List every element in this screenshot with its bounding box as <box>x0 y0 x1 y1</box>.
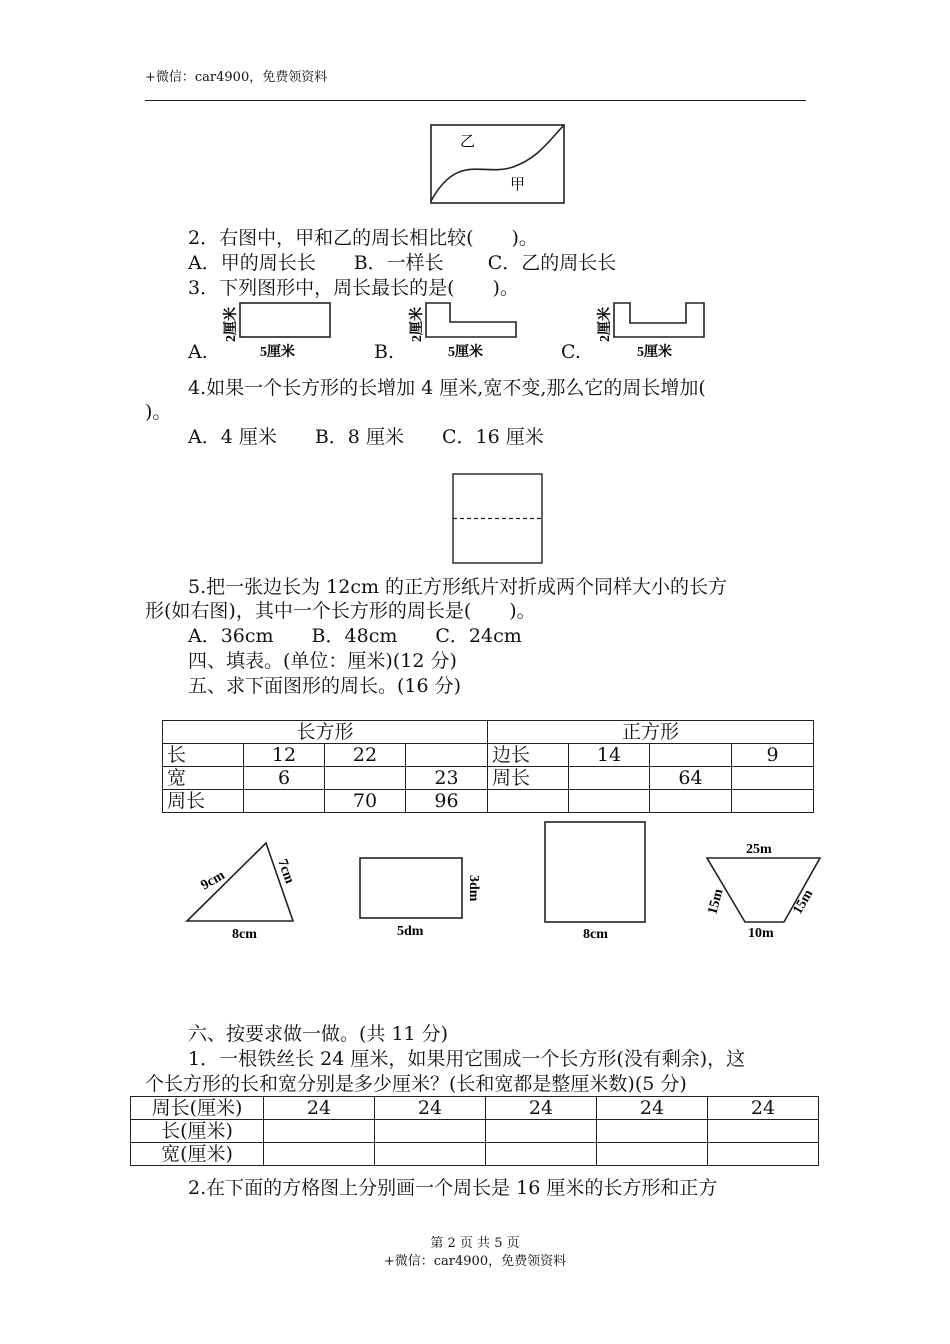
table-cell <box>488 790 569 813</box>
table-cell: 边长 <box>488 744 569 767</box>
table-cell: 24 <box>375 1097 486 1120</box>
table-cell <box>597 1120 708 1143</box>
table-cell <box>375 1143 486 1166</box>
table-cell <box>650 744 732 767</box>
table-cell: 24 <box>486 1097 597 1120</box>
table-cell: 14 <box>569 744 650 767</box>
section6-q2-line: 2.在下面的方格图上分别画一个周长是 16 厘米的长方形和正方 <box>188 1177 718 1199</box>
table-cell <box>244 790 325 813</box>
q5-folded-square <box>451 472 545 566</box>
q5-stem-line2: 形(如右图)，其中一个长方形的周长是( )。 <box>145 600 536 622</box>
rectangle-width-label: 3dm <box>466 875 481 902</box>
q3-stem: 3．下列图形中，周长最长的是( )。 <box>188 277 519 299</box>
table-cell: 12 <box>244 744 325 767</box>
fill-table <box>162 720 814 813</box>
q2-figure <box>428 122 568 206</box>
table-cell: 9 <box>732 744 814 767</box>
q3-b-side-label: 2厘米 <box>410 307 425 342</box>
table-row <box>163 790 814 813</box>
table-cell <box>597 1143 708 1166</box>
q3-b-bottom-label: 5厘米 <box>448 345 483 360</box>
trapezoid-right-label: 15m <box>790 887 817 917</box>
section6-q1-line2: 个长方形的长和宽分别是多少厘米？(长和宽都是整厘米数)(5 分) <box>145 1073 687 1095</box>
q3-a-side-label: 2厘米 <box>224 307 239 342</box>
table-row <box>163 744 814 767</box>
table-row <box>163 721 814 744</box>
table-cell <box>569 767 650 790</box>
triangle-label-a: 9cm <box>198 868 228 894</box>
table-cell <box>708 1120 819 1143</box>
table-cell: 长 <box>163 744 244 767</box>
square-shape <box>545 822 645 922</box>
group-rect-header: 长方形 <box>163 721 488 744</box>
q3-option-c: C. <box>561 341 581 363</box>
table-cell <box>486 1143 597 1166</box>
table-row <box>131 1143 819 1166</box>
table-cell: 宽(厘米) <box>131 1143 264 1166</box>
table-cell <box>732 767 814 790</box>
table-cell: 24 <box>597 1097 708 1120</box>
trapezoid-bottom-label: 10m <box>748 926 774 941</box>
table-cell <box>732 790 814 813</box>
table-cell: 24 <box>708 1097 819 1120</box>
table-cell: 长(厘米) <box>131 1120 264 1143</box>
table-cell <box>708 1143 819 1166</box>
q3-option-b: B. <box>374 341 395 363</box>
rectangle-length-label: 5dm <box>397 924 424 939</box>
q4-stem-line1: 4.如果一个长方形的长增加 4 厘米,宽不变,那么它的周长增加( <box>188 377 706 399</box>
triangle-label-c: 8cm <box>232 927 257 942</box>
section5-title: 五、求下面图形的周长。(16 分) <box>188 675 462 697</box>
table-cell: 宽 <box>163 767 244 790</box>
q3-c-bottom-label: 5厘米 <box>637 345 672 360</box>
table-cell: 24 <box>264 1097 375 1120</box>
section4-title: 四、填表。(单位：厘米)(12 分) <box>188 650 457 672</box>
table-cell: 6 <box>244 767 325 790</box>
table-cell: 96 <box>406 790 488 813</box>
trapezoid-left-label: 15m <box>705 887 727 917</box>
q3-figure-c <box>592 298 712 362</box>
q4-stem-line2: )。 <box>145 401 172 423</box>
group-square-header: 正方形 <box>488 721 814 744</box>
table-row <box>131 1120 819 1143</box>
table-row <box>163 767 814 790</box>
table-cell: 22 <box>325 744 406 767</box>
table-cell <box>569 790 650 813</box>
q3-figure-b <box>404 298 524 362</box>
q3-a-bottom-label: 5厘米 <box>260 345 295 360</box>
q5-stem-line1: 5.把一张边长为 12cm 的正方形纸片对折成两个同样大小的长方 <box>188 576 728 598</box>
table-cell <box>406 744 488 767</box>
table-cell <box>325 767 406 790</box>
q2-figure-frame <box>431 125 564 203</box>
square-side-label: 8cm <box>583 927 608 942</box>
q3-option-a: A. <box>188 341 208 363</box>
table-cell: 70 <box>325 790 406 813</box>
rectangle-shape <box>360 858 462 918</box>
q4-options: A．4 厘米 B．8 厘米 C．16 厘米 <box>188 426 544 448</box>
table-cell <box>486 1120 597 1143</box>
perimeter-shapes <box>180 815 830 945</box>
wire-table <box>130 1096 819 1166</box>
q2-stem: 2．右图中，甲和乙的周长相比较( )。 <box>188 227 538 249</box>
section6-title: 六、按要求做一做。(共 11 分) <box>188 1023 449 1045</box>
q2-figure-curve <box>431 125 564 201</box>
footer-page-number: 第 2 页 共 5 页 <box>430 1236 520 1251</box>
q3-c-side-label: 2厘米 <box>598 307 613 342</box>
q2-label-jia: 甲 <box>510 177 526 193</box>
table-row <box>131 1097 819 1120</box>
table-cell <box>375 1120 486 1143</box>
table-cell <box>264 1120 375 1143</box>
table-cell <box>650 790 732 813</box>
header-divider <box>145 100 806 101</box>
table-cell <box>264 1143 375 1166</box>
table-cell: 64 <box>650 767 732 790</box>
triangle-label-b: 7cm <box>274 857 297 886</box>
footer-text: +微信：car4900，免费领资料 <box>383 1254 567 1269</box>
section6-q1-line1: 1．一根铁丝长 24 厘米，如果用它围成一个长方形(没有剩余)，这 <box>188 1048 746 1070</box>
table-cell: 周长 <box>163 790 244 813</box>
q2-label-yi: 乙 <box>460 134 476 150</box>
header-text: +微信：car4900，免费领资料 <box>145 70 328 85</box>
table-cell: 周长 <box>488 767 569 790</box>
q5-options: A．36cm B．48cm C．24cm <box>188 625 522 647</box>
table-cell: 周长(厘米) <box>131 1097 264 1120</box>
trapezoid-top-label: 25m <box>746 842 772 857</box>
q2-options: A．甲的周长长 B．一样长 C．乙的周长长 <box>188 252 617 274</box>
q3-figure-a <box>218 298 338 362</box>
table-cell: 23 <box>406 767 488 790</box>
